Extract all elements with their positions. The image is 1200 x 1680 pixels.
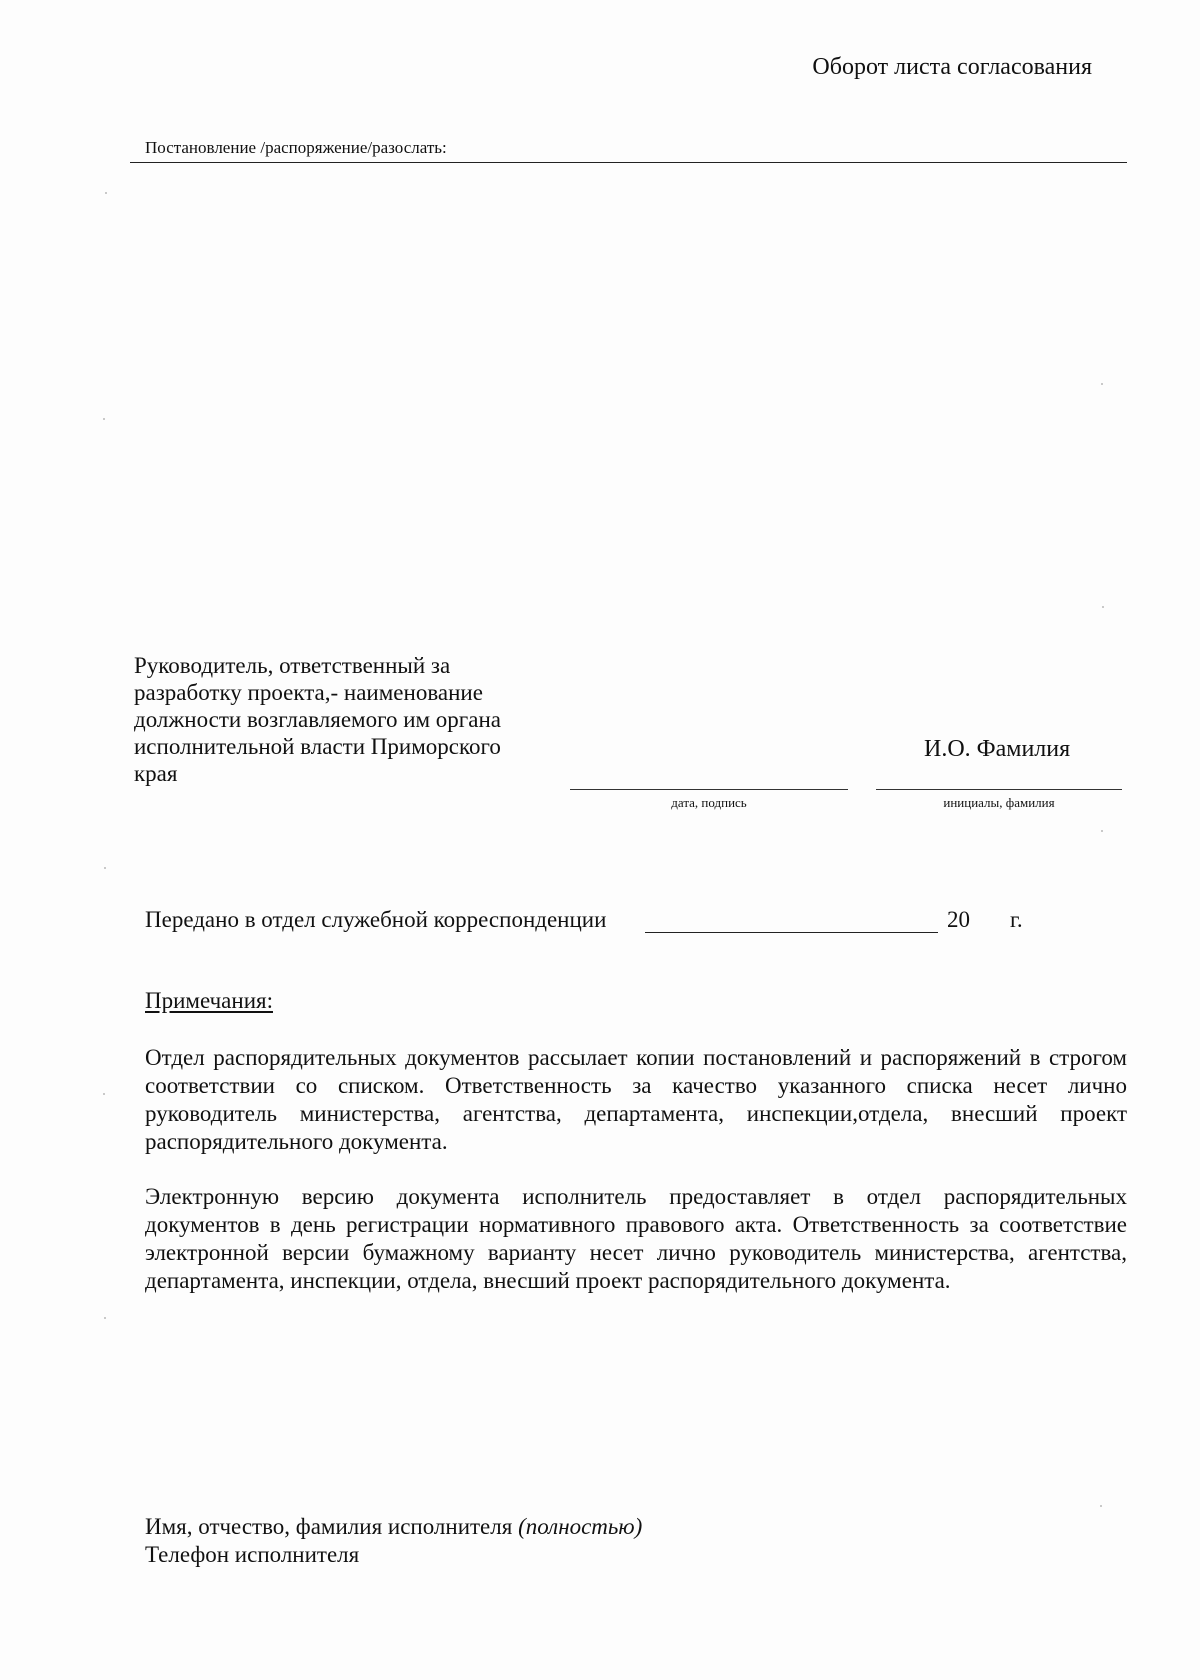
scan-speck (105, 192, 107, 194)
handover-year: 20 (947, 907, 970, 932)
head-position-line: Руководитель, ответственный за (134, 653, 451, 678)
executor-phone-label: Телефон исполнителя (145, 1542, 360, 1567)
executor-name-text: Имя, отчество, фамилия исполнителя (145, 1514, 513, 1539)
scan-speck (104, 867, 106, 869)
initials-name-caption: инициалы, фамилия (943, 795, 1055, 810)
scan-speck (104, 1317, 106, 1319)
notes-paragraph-1: Отдел распорядительных документов рассылает копии постановлений и распоряжений в строгом соответствии со списком. Ответственность за качество указанного списка несет лично руководитель министерства, агентства, департамента, инспекции,отдела, внесший проект распорядительного документа. (145, 1045, 1127, 1154)
executor-name-hint: (полностью) (518, 1514, 643, 1539)
scan-speck (103, 1093, 105, 1095)
handover-date-blank (645, 932, 938, 933)
scan-speck (1100, 1505, 1102, 1507)
distribution-underline (130, 162, 1127, 163)
handover-year-suffix: г. (1010, 907, 1023, 932)
scan-speck (103, 418, 105, 420)
notes-title: Примечания: (145, 988, 273, 1013)
head-position-block (134, 652, 554, 787)
date-signature-line (570, 789, 848, 790)
page-heading: Оборот листа согласования (812, 54, 1092, 80)
head-position-line: должности возглавляемого им органа (134, 707, 501, 732)
distribution-label: Постановление /распоряжение/разослать: (145, 138, 447, 157)
head-position-line: края (134, 761, 178, 786)
head-name: И.О. Фамилия (924, 736, 1071, 762)
head-position-line: разработку проекта,- наименование (134, 680, 483, 705)
executor-name-label (145, 1514, 642, 1540)
scan-speck (1101, 830, 1103, 832)
handover-text: Передано в отдел служебной корреспонденции (145, 907, 607, 932)
date-signature-caption: дата, подпись (671, 795, 747, 810)
notes-paragraph-2: Электронную версию документа исполнитель предоставляет в отдел распорядительных документов в день регистрации нормативного правового акта. Ответственность за соответствие электронной версии бумажному варианту несет лично руководитель министерства, агентства, департамента, инспекции, отдела, внесший проект распорядительного документа. (145, 1184, 1127, 1293)
initials-name-line (876, 789, 1122, 790)
scan-speck (1101, 383, 1103, 385)
scan-speck (1102, 606, 1104, 608)
head-position-line: исполнительной власти Приморского (134, 734, 501, 759)
